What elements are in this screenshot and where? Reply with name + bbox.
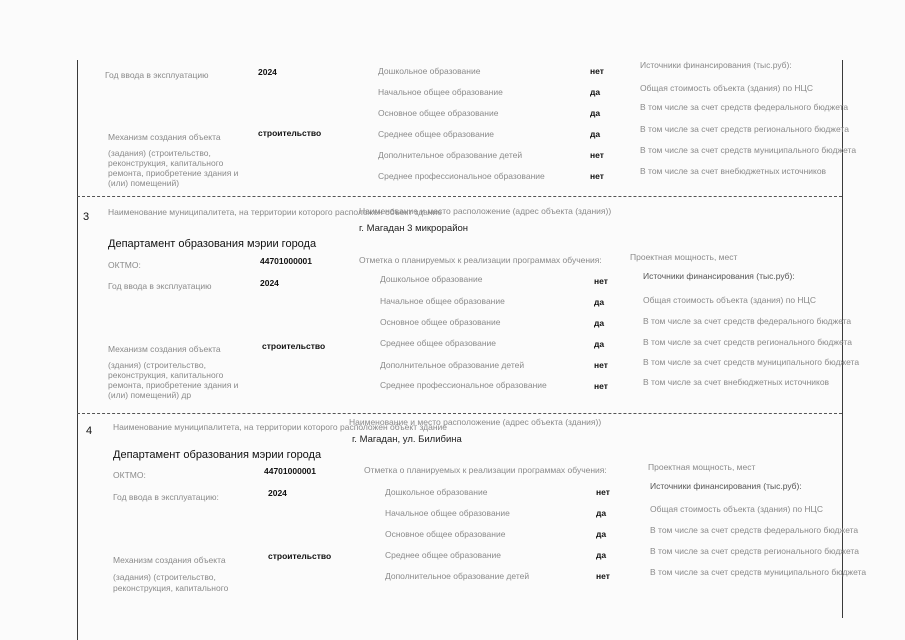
finance-line: В том числе за счет средств федерального бюджета: [643, 316, 852, 326]
program-name: Дошкольное образование: [378, 66, 481, 76]
programs-label: Отметка о планируемых к реализации программах обучения:: [364, 465, 607, 475]
finance-line: В том числе за счет средств муниципального бюджета: [643, 357, 860, 367]
finance-line: В том числе за счет средств федерального бюджета: [640, 102, 849, 112]
mechanism-value: строительство: [268, 551, 332, 561]
program-value: да: [590, 108, 601, 118]
finance-line: Источники финансирования (тыс.руб):: [643, 271, 795, 281]
municipality-label: Наименование муниципалитета, на территории которого расположен объект здание: [113, 422, 448, 432]
program-name: Среднее общее образование: [378, 129, 494, 139]
program-name: Начальное общее образование: [380, 296, 505, 306]
year-label: Год ввода в эксплуатацию: [105, 70, 209, 80]
program-value: нет: [594, 381, 608, 391]
municipality-label: Наименование муниципалитета, на территории которого расположен объект здание: [108, 207, 443, 217]
row-number: 3: [83, 211, 90, 223]
row-number: 4: [86, 425, 93, 437]
finance-line: Общая стоимость объекта (здания) по НЦС: [643, 295, 816, 305]
mechanism-value: строительство: [258, 128, 322, 138]
program-value: да: [590, 129, 601, 139]
address-label: Наименование и место расположение (адрес объекта (здания)): [349, 417, 602, 427]
finance-line: В том числе за счет внебюджетных источников: [640, 166, 827, 176]
capacity-label: Проектная мощность, мест: [630, 252, 738, 262]
finance-line: Источники финансирования (тыс.руб):: [650, 481, 802, 491]
program-value: да: [594, 297, 605, 307]
oktmo-label: ОКТМО:: [108, 260, 141, 270]
program-name: Дополнительное образование детей: [380, 360, 525, 370]
oktmo-value: 44701000001: [264, 466, 317, 476]
address-value: г. Магадан 3 микрорайон: [359, 223, 469, 234]
program-name: Дошкольное образование: [385, 487, 488, 497]
finance-line: В том числе за счет средств федерального бюджета: [650, 525, 859, 535]
program-name: Дополнительное образование детей: [385, 571, 530, 581]
left-table-border: [77, 60, 78, 640]
finance-line: В том числе за счет средств регионального бюджета: [640, 124, 849, 134]
program-value: да: [590, 87, 601, 97]
program-name: Начальное общее образование: [385, 508, 510, 518]
oktmo-label: ОКТМО:: [113, 470, 146, 480]
year-value: 2024: [258, 67, 277, 77]
program-value: да: [594, 318, 605, 328]
program-value: да: [596, 529, 607, 539]
year-label: Год ввода в эксплуатацию:: [113, 492, 219, 502]
program-value: нет: [590, 150, 604, 160]
year-value: 2024: [268, 488, 287, 498]
row-divider: [77, 413, 842, 414]
mechanism-label: Механизм создания объекта: [108, 132, 221, 142]
program-value: да: [594, 339, 605, 349]
capacity-label: Проектная мощность, мест: [648, 462, 756, 472]
program-value: нет: [596, 571, 610, 581]
program-value: нет: [596, 487, 610, 497]
mechanism-label: Механизм создания объекта: [113, 555, 226, 565]
mechanism-description: (здания) (строительство,: [108, 360, 206, 370]
address-value: г. Магадан, ул. Билибина: [352, 434, 462, 445]
department-name: Департамент образования мэрии города: [108, 238, 317, 250]
program-name: Среднее общее образование: [380, 338, 496, 348]
mechanism-description: (или) помещений) др: [108, 390, 192, 400]
finance-line: В том числе за счет внебюджетных источников: [643, 377, 830, 387]
finance-line: В том числе за счет средств муниципального бюджета: [640, 145, 857, 155]
program-value: нет: [590, 66, 604, 76]
finance-line: Общая стоимость объекта (здания) по НЦС: [640, 83, 813, 93]
address-label: Наименование и место расположение (адрес объекта (здания)): [359, 206, 612, 216]
mechanism-label: Механизм создания объекта: [108, 344, 221, 354]
mechanism-description: (задания) (строительство, реконструкция, капитального ремонта, приобретение здания и (или) помещений): [108, 148, 239, 188]
program-value: нет: [594, 276, 608, 286]
finance-line: В том числе за счет средств муниципального бюджета: [650, 567, 867, 577]
finance-line: В том числе за счет средств регионального бюджета: [643, 337, 852, 347]
mechanism-description: реконструкция, капитального: [108, 370, 224, 380]
program-name: Основное общее образование: [385, 529, 506, 539]
program-value: да: [596, 550, 607, 560]
department-name: Департамент образования мэрии города: [113, 449, 322, 461]
program-name: Среднее профессиональное образование: [380, 380, 547, 390]
program-name: Начальное общее образование: [378, 87, 503, 97]
row-divider: [77, 196, 842, 197]
program-value: да: [596, 508, 607, 518]
oktmo-value: 44701000001: [260, 256, 313, 266]
programs-label: Отметка о планируемых к реализации программах обучения:: [359, 255, 602, 265]
year-value: 2024: [260, 278, 279, 288]
mechanism-description: реконструкция, капитального: [113, 583, 229, 593]
program-name: Основное общее образование: [378, 108, 499, 118]
mechanism-description: ремонта, приобретение здания и: [108, 380, 239, 390]
finance-line: Общая стоимость объекта (здания) по НЦС: [650, 504, 823, 514]
mechanism-value: строительство: [262, 341, 326, 351]
program-name: Дополнительное образование детей: [378, 150, 523, 160]
finance-line: В том числе за счет средств регионального бюджета: [650, 546, 859, 556]
finance-line: Источники финансирования (тыс.руб):: [640, 60, 792, 70]
program-name: Основное общее образование: [380, 317, 501, 327]
program-name: Дошкольное образование: [380, 274, 483, 284]
year-label: Год ввода в эксплуатацию: [108, 281, 212, 291]
program-name: Среднее профессиональное образование: [378, 171, 545, 181]
program-name: Среднее общее образование: [385, 550, 501, 560]
mechanism-description: (задания) (строительство,: [113, 572, 216, 582]
program-value: нет: [590, 171, 604, 181]
program-value: нет: [594, 360, 608, 370]
